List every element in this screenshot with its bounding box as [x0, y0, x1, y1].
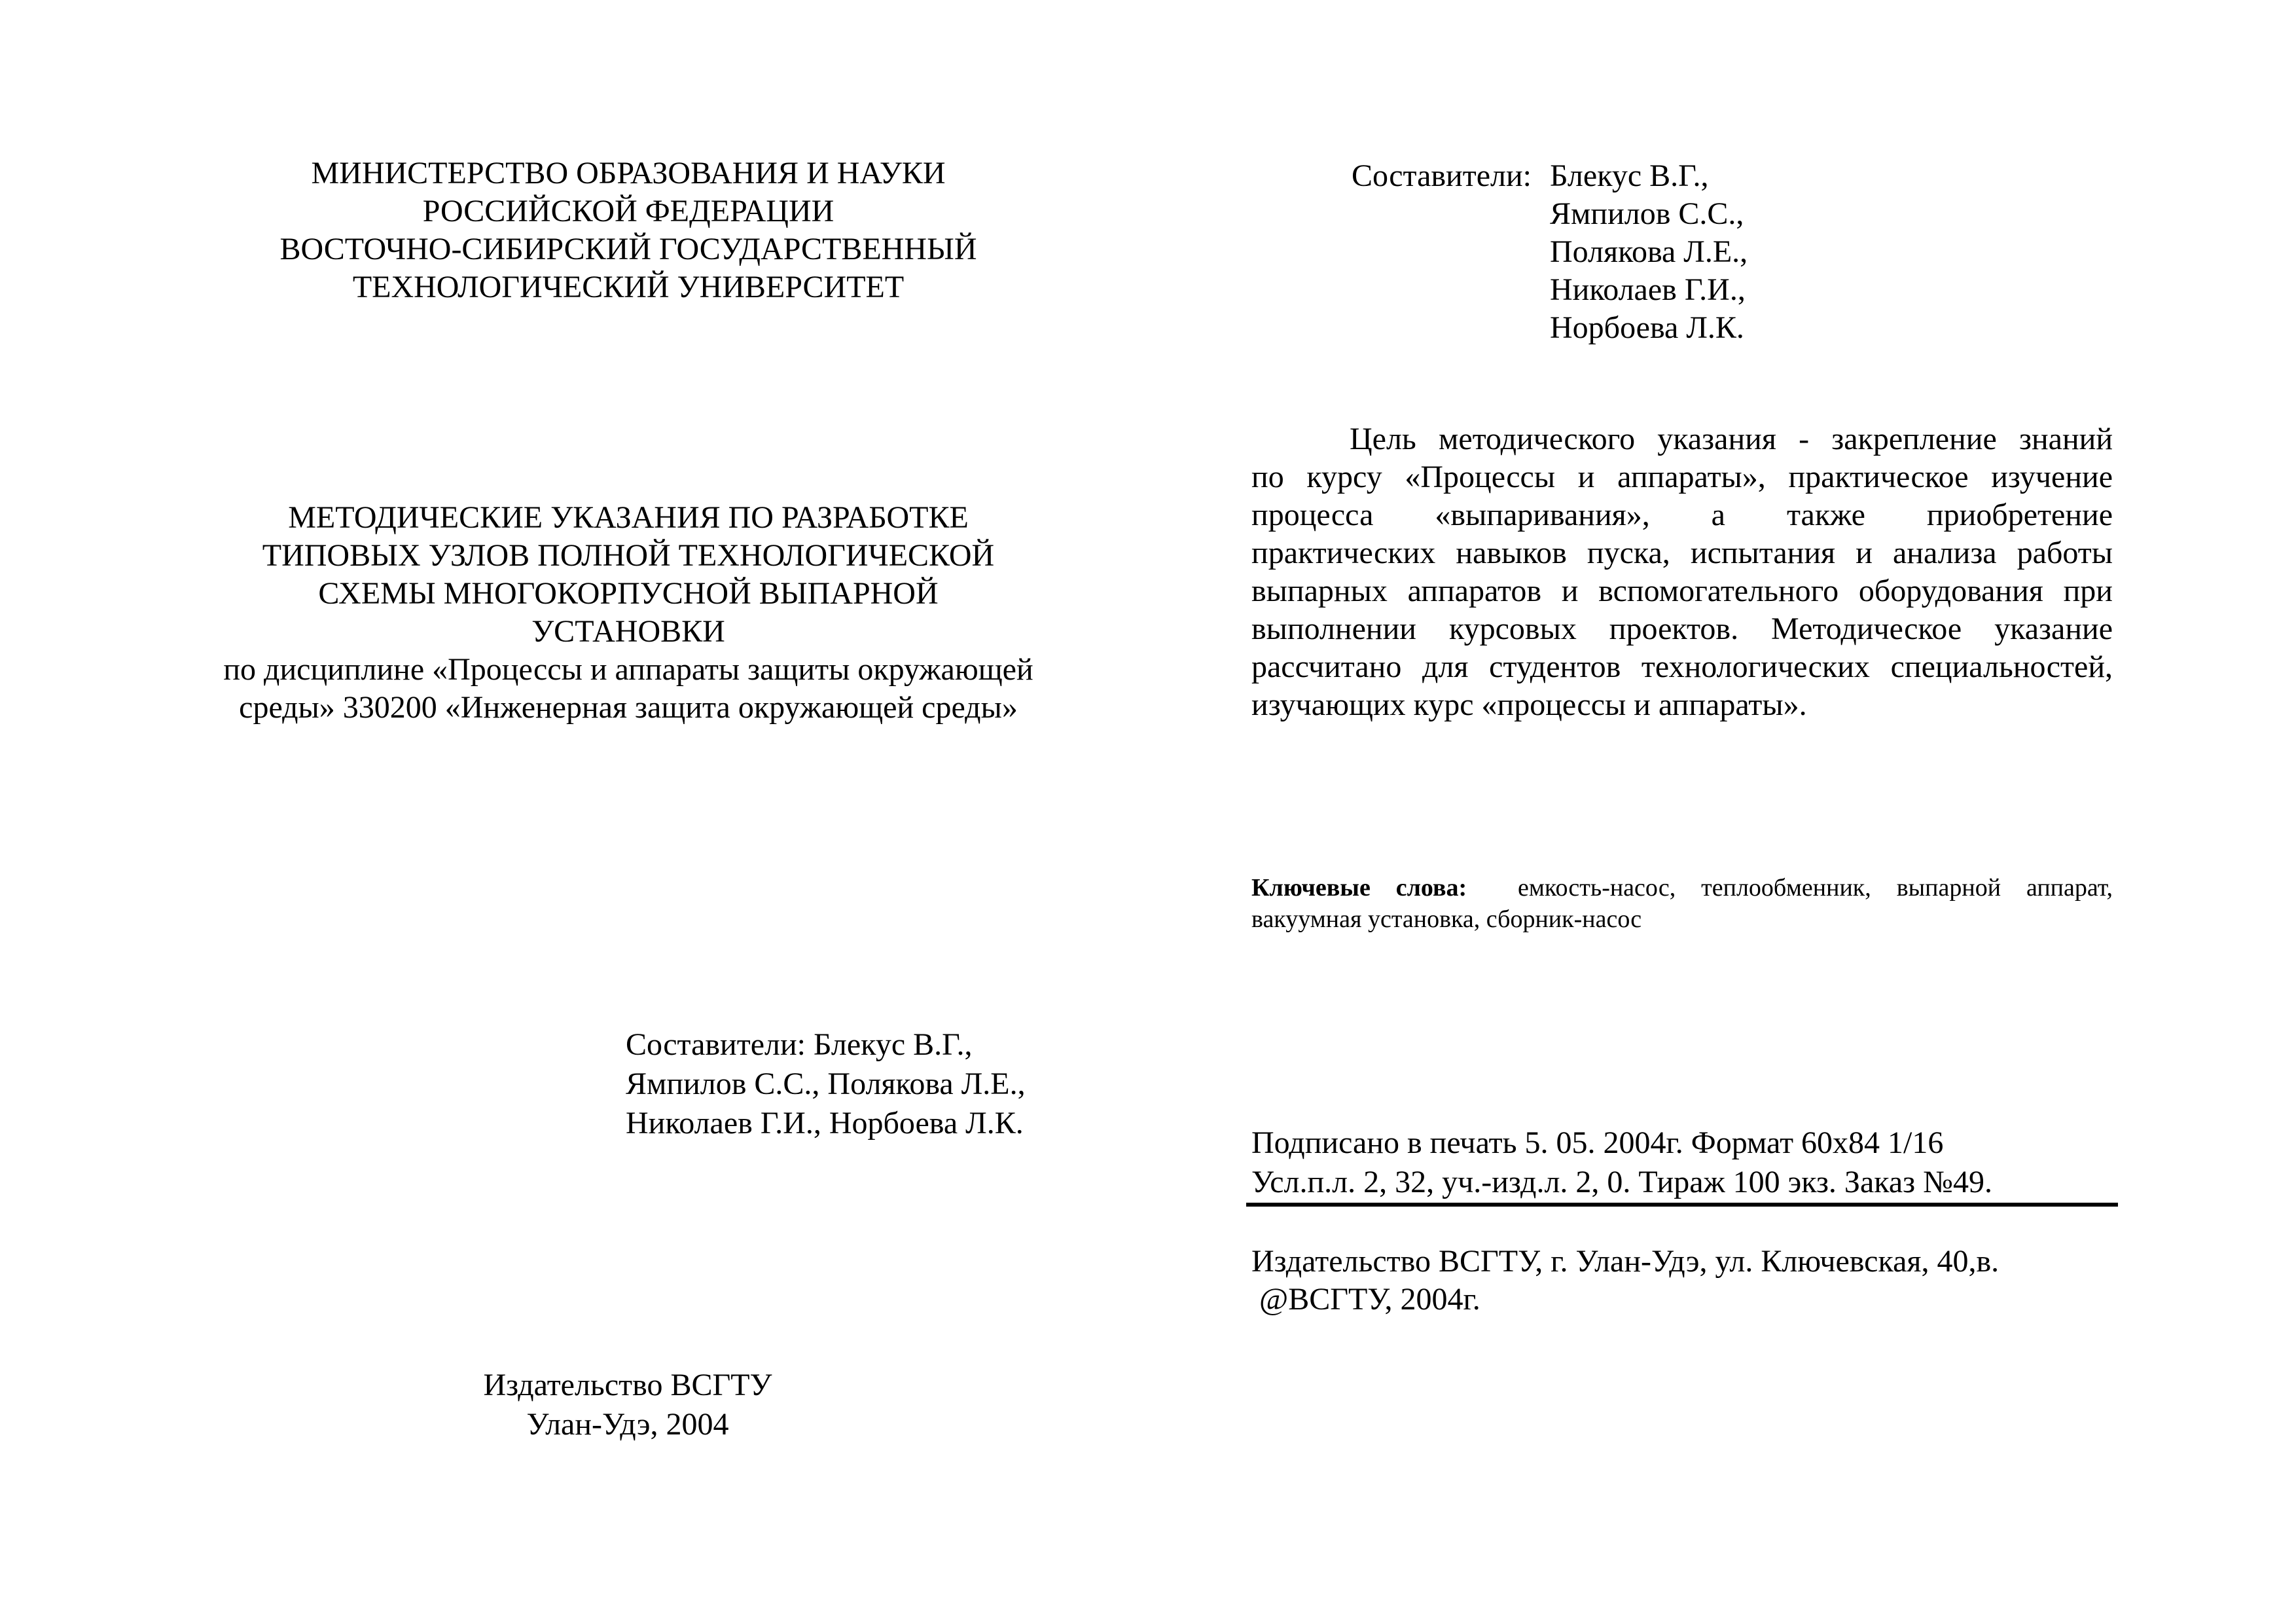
abstract-line: практических навыков пуска, испытания и анализа работы — [1251, 536, 2113, 570]
print-line: Подписано в печать 5. 05. 2004г. Формат 60х84 1/16 — [1251, 1125, 1944, 1160]
compiler-name: Ямпилов С.С., — [1550, 196, 1744, 231]
abstract-paragraph — [1251, 420, 2113, 724]
compilers-list — [1550, 157, 1748, 347]
compilers-block — [626, 1025, 1026, 1143]
abstract-line: изучающих курс «процессы и аппараты». — [1251, 687, 1807, 722]
compilers-line: Николаев Г.И., Норбоева Л.К. — [626, 1106, 1024, 1140]
abstract-line: процесса «выпаривания», а также приобретение — [1251, 498, 2113, 532]
compiler-name: Полякова Л.Е., — [1550, 234, 1748, 269]
discipline-line: среды» 330200 «Инженерная защита окружающей среды» — [239, 690, 1018, 725]
compilers-label: Составители: — [1352, 158, 1532, 193]
compiler-name: Норбоева Л.К. — [1550, 310, 1744, 345]
compilers-line: Составители: Блекус В.Г., — [626, 1027, 973, 1062]
title-line: ТИПОВЫХ УЗЛОВ ПОЛНОЙ ТЕХНОЛОГИЧЕСКОЙ — [262, 538, 995, 573]
discipline-line: по дисциплине «Процессы и аппараты защиты окружающей — [223, 652, 1033, 687]
horizontal-rule — [1246, 1203, 2118, 1207]
publisher-line: Издательство ВСГТУ, г. Улан-Удэ, ул. Ключевская, 40,в. — [1251, 1244, 2000, 1279]
keywords-line — [1251, 872, 2113, 903]
title-line: СХЕМЫ МНОГОКОРПУСНОЙ ВЫПАРНОЙ — [318, 576, 939, 611]
title-line: МЕТОДИЧЕСКИЕ УКАЗАНИЯ ПО РАЗРАБОТКЕ — [288, 500, 969, 535]
print-info — [1251, 1123, 1992, 1202]
ministry-line: ВОСТОЧНО-СИБИРСКИЙ ГОСУДАРСТВЕННЫЙ — [279, 232, 977, 266]
ministry-line: ТЕХНОЛОГИЧЕСКИЙ УНИВЕРСИТЕТ — [352, 270, 905, 304]
keywords-text: емкость-насос, теплообменник, выпарной аппарат, — [1518, 874, 2113, 902]
compilers-line: Ямпилов С.С., Полякова Л.Е., — [626, 1067, 1026, 1101]
abstract-line: рассчитано для студентов технологических специальностей, — [1251, 649, 2113, 684]
copyright-line: @ВСГТУ, 2004г. — [1251, 1282, 1480, 1317]
title-line: УСТАНОВКИ — [531, 614, 725, 649]
publisher-line: Улан-Удэ, 2004 — [526, 1407, 729, 1442]
publisher-line: Издательство ВСГТУ — [483, 1368, 772, 1402]
compiler-name: Николаев Г.И., — [1550, 272, 1746, 307]
publisher-address — [1251, 1243, 1999, 1319]
abstract-line: выпарных аппаратов и вспомогательного оборудования при — [1251, 574, 2113, 608]
ministry-line: РОССИЙСКОЙ ФЕДЕРАЦИИ — [422, 194, 834, 228]
keywords-label: Ключевые слова: — [1251, 874, 1467, 902]
compiler-name: Блекус В.Г., — [1550, 158, 1709, 193]
abstract-line: выполнении курсовых проектов. Методическое указание — [1251, 611, 2113, 646]
keywords-line: вакуумная установка, сборник-насос — [1251, 905, 1642, 933]
publisher-imprint — [474, 1366, 781, 1444]
ministry-header — [183, 155, 1073, 306]
document-title — [183, 499, 1073, 727]
abstract-line: по курсу «Процессы и аппараты», практическое изучение — [1251, 460, 2113, 494]
keywords-block — [1251, 872, 2113, 935]
print-line: Усл.п.л. 2, 32, уч.-изд.л. 2, 0. Тираж 100 экз. Заказ №49. — [1251, 1165, 1992, 1199]
abstract-line: Цель методического указания - закрепление знаний — [1350, 422, 2113, 456]
ministry-line: МИНИСТЕРСТВО ОБРАЗОВАНИЯ И НАУКИ — [311, 156, 946, 191]
